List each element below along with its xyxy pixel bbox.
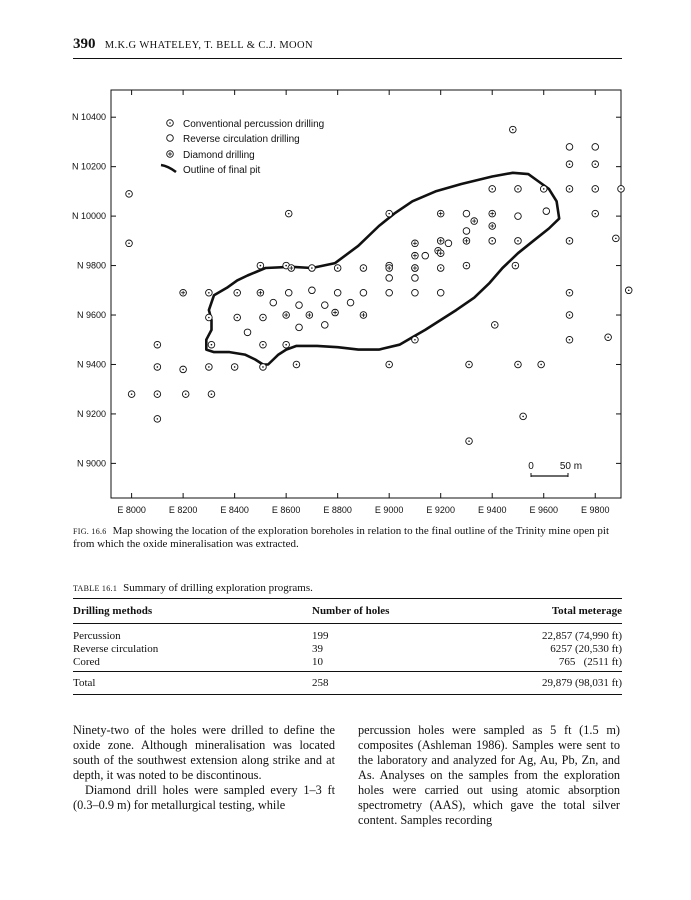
borehole-diamond [332,309,339,316]
borehole-percussion [128,391,135,398]
scale-bar [528,461,582,477]
borehole-diamond [437,238,444,245]
borehole-percussion [515,238,522,245]
x-tick-label: E 8000 [117,505,146,515]
borehole-percussion [206,314,213,321]
table-top-rule [73,598,622,599]
borehole-percussion [285,210,292,217]
y-tick-label: N 9800 [76,260,106,271]
borehole-percussion [613,235,620,242]
legend-label-reverse: Reverse circulation drilling [183,134,300,145]
map-legend [161,119,324,176]
figure-caption-text: Map showing the location of the exploration boreholes in relation to the final outline of the Trinity mine open pit from which the oxide mineralisation was extracted. [73,525,610,550]
borehole-percussion [257,262,264,269]
borehole-percussion [466,361,473,368]
borehole-percussion [260,341,267,348]
table-row [73,643,622,657]
borehole-diamond [437,250,444,257]
borehole-diamond [463,238,470,245]
borehole-percussion [566,161,573,168]
borehole-percussion [334,265,341,272]
borehole-percussion [234,314,241,321]
table-cell: Cored [73,656,100,668]
borehole-percussion [625,287,632,294]
legend-label-percussion: Conventional percussion drilling [183,119,325,130]
body-column-right [358,723,620,828]
borehole-percussion [283,341,290,348]
x-tick-label: E 9800 [580,505,610,515]
borehole-percussion [208,391,215,398]
borehole-percussion [260,364,267,371]
borehole-percussion [180,366,187,373]
borehole-percussion [515,361,522,368]
x-tick-label: E 8800 [323,505,352,515]
borehole-percussion [154,391,161,398]
table-bottom-rule [73,694,622,695]
borehole-diamond [489,223,496,230]
y-tick-label: N 10000 [71,211,106,222]
borehole-percussion [618,186,625,193]
borehole-diamond [412,240,419,247]
borehole-diamond [283,312,290,319]
y-tick-label: N 9200 [76,408,106,419]
table-caption [73,582,621,594]
borehole-percussion [592,186,599,193]
borehole-reverse [347,299,354,306]
borehole-reverse [445,240,452,247]
scale-bar-start-label: 0 [528,461,534,472]
borehole-percussion [154,364,161,371]
borehole-diamond [412,252,419,259]
borehole-percussion [540,186,547,193]
borehole-reverse [543,208,550,215]
borehole-reverse [566,144,573,151]
table-row [73,656,622,670]
borehole-percussion [466,438,473,445]
borehole-reverse [244,329,251,336]
borehole-percussion [412,336,419,343]
legend-marker-reverse [167,135,174,142]
table-total-row [73,677,622,691]
y-tick-label: N 9000 [76,458,106,469]
borehole-percussion [126,191,133,198]
page-number: 390 [73,36,96,52]
borehole-diamond [288,265,295,272]
y-tick-label: N 9600 [76,310,106,321]
borehole-percussion [360,265,367,272]
borehole-percussion [234,289,241,296]
borehole-reverse [515,213,522,220]
table-cell: 22,857 (74,990 ft) [541,630,622,642]
borehole-reverse [463,228,470,235]
borehole-percussion [208,341,215,348]
legend-label-diamond: Diamond drilling [183,150,255,161]
borehole-reverse [412,289,419,296]
table-total-label: Total [73,677,96,689]
borehole-percussion [206,289,213,296]
table-total-holes: 258 [312,677,329,689]
legend-marker-outline [161,165,176,172]
borehole-percussion [512,262,519,269]
borehole-percussion [592,161,599,168]
table-header-holes: Number of holes [312,605,390,617]
borehole-percussion [489,238,496,245]
borehole-reverse [360,289,367,296]
table-caption-text: Summary of drilling exploration programs. [123,582,313,594]
table-header-rule [73,623,622,624]
borehole-reverse [296,302,303,309]
table-cell: 39 [312,643,323,655]
borehole-diamond [257,289,264,296]
borehole-reverse [270,299,277,306]
body-column-left [73,723,335,813]
borehole-percussion [206,364,213,371]
borehole-percussion [489,186,496,193]
x-tick-label: E 9600 [529,505,558,515]
borehole-percussion [566,238,573,245]
x-tick-label: E 8600 [271,505,301,515]
x-tick-label: E 9000 [374,505,404,515]
y-tick-label: N 9400 [76,359,106,370]
borehole-percussion [437,265,444,272]
running-header-authors: M.K.G WHATELEY, T. BELL & C.J. MOON [104,40,313,51]
borehole-reverse [386,275,393,282]
borehole-diamond [437,210,444,217]
table-header-row [73,605,622,619]
borehole-reverse [285,289,292,296]
borehole-diamond [180,289,187,296]
borehole-reverse [437,289,444,296]
borehole-percussion [566,289,573,296]
figure-label: FIG. 16.6 [73,527,107,536]
borehole-reverse [412,275,419,282]
borehole-diamond [306,312,313,319]
borehole-diamond [489,210,496,217]
table-row [73,630,622,644]
borehole-reverse [296,324,303,331]
borehole-reverse [463,210,470,217]
table-cell: Percussion [73,630,121,642]
table-cell: 765 (2511 ft) [558,656,622,668]
table-total-rule [73,671,622,672]
borehole-diamond [412,265,419,272]
borehole-reverse [321,302,328,309]
borehole-percussion [126,240,133,247]
table-header-method: Drilling methods [73,605,153,617]
borehole-percussion [154,341,161,348]
borehole-percussion [605,334,612,341]
borehole-reverse [334,289,341,296]
borehole-percussion [309,265,316,272]
borehole-percussion [231,364,238,371]
body-paragraph: percussion holes were sampled as 5 ft (1.5 m) composites (Ashleman 1986). Samples were sent to the laboratory and analyzed for Ag, Au, Pb, Zn, and As. Analyses on the samples from the exploration holes were carried out using atomic absorption spectrometry (AAS), which gave the total silver content. Samples recording [358,723,620,827]
scale-bar-end-label: 50 m [559,461,583,472]
borehole-percussion [566,336,573,343]
x-tick-label: E 9400 [477,505,507,515]
borehole-percussion [566,312,573,319]
y-tick-label: N 10200 [71,161,106,172]
borehole-reverse [321,322,328,329]
borehole-percussion [386,210,393,217]
borehole-percussion [566,186,573,193]
table-total-meterage: 29,879 (98,031 ft) [541,677,622,689]
borehole-diamond [386,265,393,272]
table-header-meterage: Total meterage [551,605,622,617]
borehole-percussion [182,391,189,398]
borehole-percussion [515,186,522,193]
body-paragraph: Diamond drill holes were sampled every 1–3 ft (0.3–0.9 m) for metallurgical testing, while [73,783,335,812]
borehole-percussion [260,314,267,321]
table-cell: 199 [312,630,329,642]
borehole-percussion [538,361,545,368]
borehole-diamond [360,312,367,319]
borehole-percussion [154,416,161,423]
borehole-percussion [520,413,527,420]
borehole-reverse [592,144,599,151]
borehole-percussion [592,210,599,217]
borehole-reverse [386,289,393,296]
borehole-percussion [463,262,470,269]
legend-label-outline: Outline of final pit [183,165,261,176]
borehole-diamond [471,218,478,225]
table-cell: 6257 (20,530 ft) [550,643,622,655]
table-label: TABLE 16.1 [73,584,118,593]
borehole-percussion [491,322,498,329]
borehole-reverse [309,287,316,294]
borehole-percussion [386,361,393,368]
table-cell: Reverse circulation [73,643,159,655]
x-tick-label: E 8400 [220,505,249,515]
borehole-percussion [293,361,300,368]
body-paragraph: Ninety-two of the holes were drilled to define the oxide zone. Although mineralisation was located south of the southwest extension along strike and at depth, it was noted to be discontinous. [73,723,335,782]
figure-caption [73,525,621,551]
table-cell: 10 [312,656,323,668]
map-axes [72,90,621,515]
borehole-percussion [510,126,517,133]
x-tick-label: E 8200 [168,505,198,515]
y-tick-label: N 10400 [71,112,106,123]
x-tick-label: E 9200 [426,505,455,515]
borehole-reverse [422,252,429,259]
